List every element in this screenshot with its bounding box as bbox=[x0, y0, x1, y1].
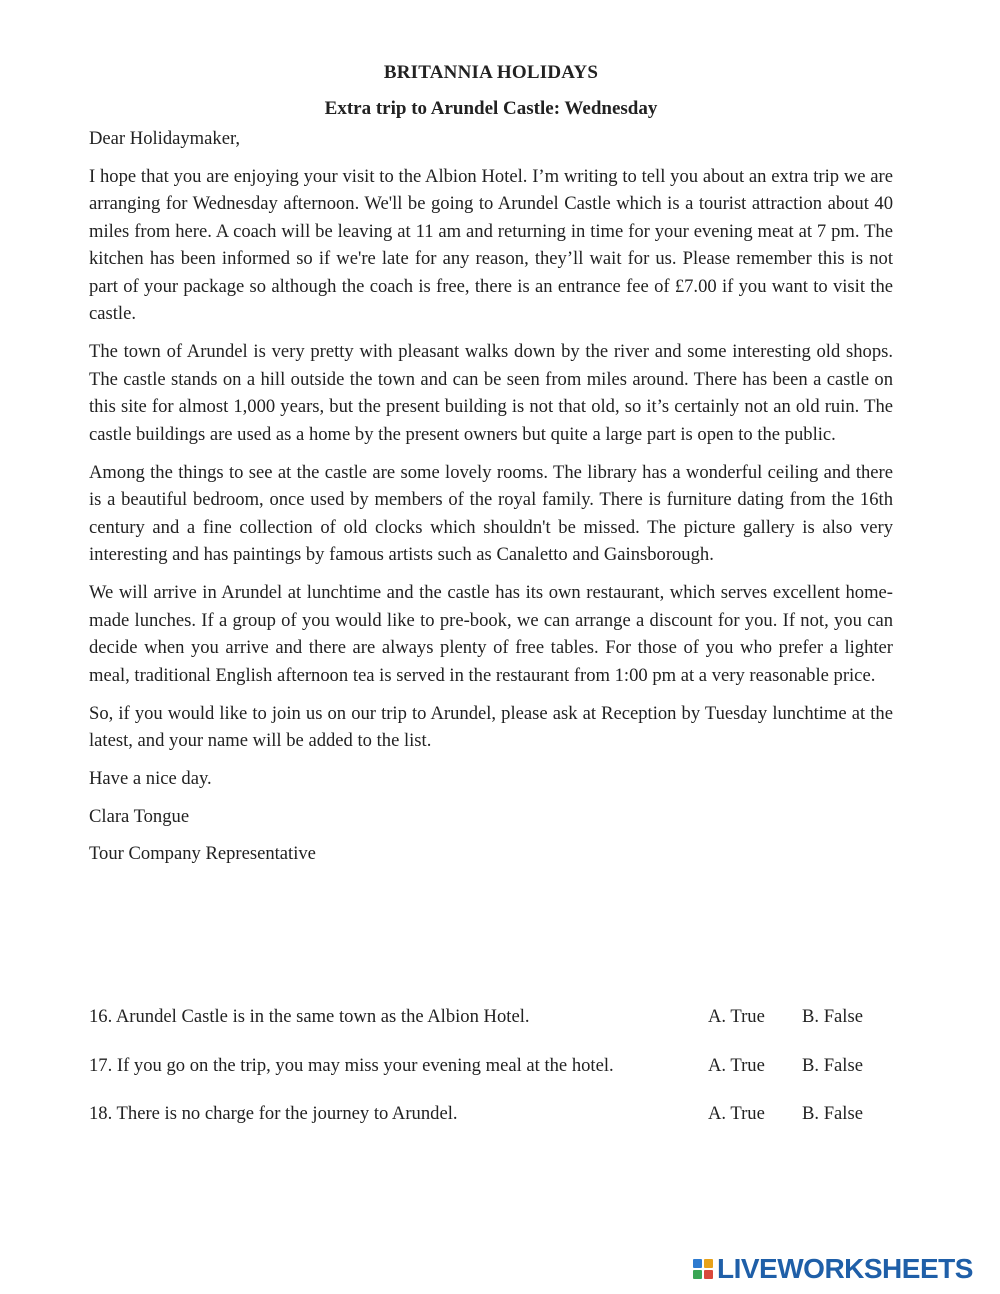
question-text: 17. If you go on the trip, you may miss your evening meal at the hotel. bbox=[89, 1054, 614, 1076]
question-text: 16. Arundel Castle is in the same town as the Albion Hotel. bbox=[89, 1006, 530, 1027]
question-list bbox=[89, 1006, 893, 1152]
liveworksheets-mark-icon bbox=[693, 1259, 713, 1279]
option-true[interactable]: A. True bbox=[708, 1054, 765, 1076]
logo-text: LIVEWORKSHEETS bbox=[717, 1253, 973, 1284]
option-false[interactable]: B. False bbox=[802, 1006, 863, 1027]
liveworksheets-logo bbox=[693, 1254, 973, 1284]
page-subtitle: Extra trip to Arundel Castle: Wednesday bbox=[324, 98, 658, 119]
letter-closing: Have a nice day. bbox=[89, 768, 212, 789]
letter-paragraph-1: I hope that you are enjoying your visit to the Albion Hotel. I’m writing to tell you about an extra trip we are arranging for Wednesday afternoon. We'll be going to Arundel Castle which is a tourist attraction about 40 miles from here. A coach will be leaving at 11 am and returning in time for your evening meat at 7 pm. The kitchen has been informed so if we're late for any reason, they’ll wait for us. Please remember this is not part of your package so although the coach is free, there is an entrance fee of £7.00 if you want to visit the castle. bbox=[89, 165, 893, 324]
letter-greeting: Dear Holidaymaker, bbox=[89, 128, 241, 149]
option-true[interactable]: A. True bbox=[708, 1006, 765, 1027]
letter-paragraph-5: So, if you would like to join us on our trip to Arundel, please ask at Reception by Tuesday lunchtime at the latest, and your name will be added to the list. bbox=[89, 702, 893, 751]
question-item bbox=[89, 1055, 893, 1104]
letter-body bbox=[89, 125, 893, 878]
signature-title: Tour Company Representative bbox=[89, 843, 316, 864]
question-item bbox=[89, 1103, 893, 1152]
letter-paragraph-4: We will arrive in Arundel at lunchtime and the castle has its own restaurant, which serves excellent home-made lunches. If a group of you would like to pre-book, we can arrange a discount for you. If not, you can decide when you arrive and there are always plenty of free tables. For those of you who prefer a lighter meal, traditional English afternoon tea is served in the restaurant from 1:00 pm at a very reasonable price. bbox=[89, 582, 893, 686]
letter-paragraph-3: Among the things to see at the castle are some lovely rooms. The library has a wonderful ceiling and there is a beautiful bedroom, once used by members of the royal family. There is furniture dating from the 16th century and a fine collection of old clocks which shouldn't be missed. The picture gallery is also very interesting and has paintings by famous artists such as Canaletto and Gainsborough. bbox=[89, 461, 893, 565]
option-false[interactable]: B. False bbox=[802, 1103, 863, 1124]
letter-paragraph-2: The town of Arundel is very pretty with pleasant walks down by the river and some interesting old shops. The castle stands on a hill outside the town and can be seen from miles around. There has been a castle on this site for almost 1,000 years, but the present building is not that old, so it’s certainly not an old ruin. The castle buildings are used as a home by the present owners but quite a large part is open to the public. bbox=[89, 341, 893, 445]
question-text: 18. There is no charge for the journey to Arundel. bbox=[89, 1103, 458, 1124]
option-false[interactable]: B. False bbox=[802, 1054, 863, 1076]
signature-name: Clara Tongue bbox=[89, 805, 190, 827]
option-true[interactable]: A. True bbox=[708, 1103, 765, 1124]
page-title: BRITANNIA HOLIDAYS bbox=[383, 62, 599, 83]
question-item bbox=[89, 1006, 893, 1055]
